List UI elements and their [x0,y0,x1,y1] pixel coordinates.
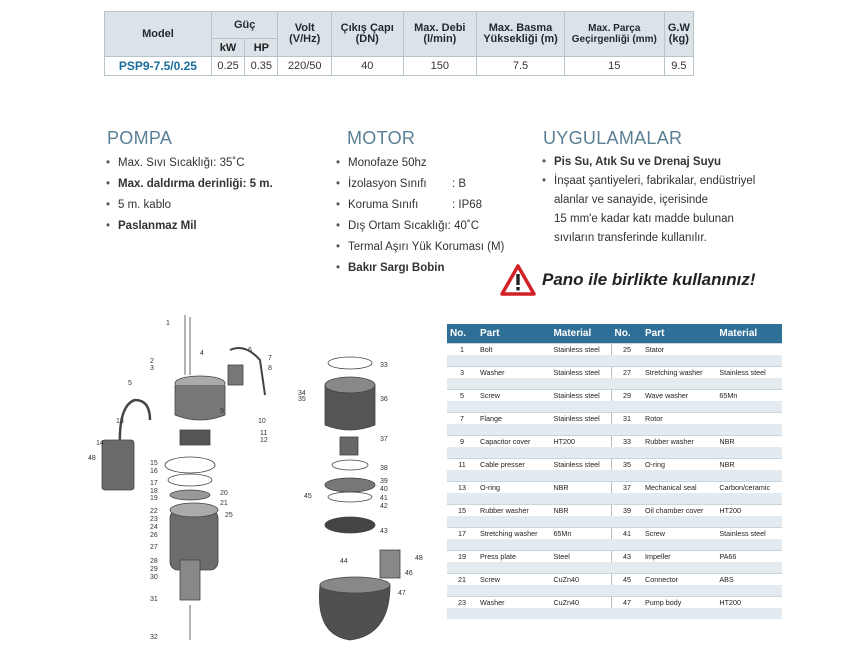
part-material: CuZn40 [550,574,611,586]
spacer-cell [716,401,782,413]
part-number: 35 [612,459,643,471]
part-name: Rubber washer [642,436,716,448]
svg-text:11: 11 [260,430,268,437]
part-number: 15 [447,505,477,517]
table-row [447,597,782,609]
svg-text:6: 6 [248,347,252,354]
part-material: Steel [550,551,611,563]
part-name: Stator [642,344,716,356]
spec-header-weight: G.W (kg) [664,12,693,57]
svg-text:8: 8 [268,365,272,372]
app-title: UYGULAMALAR [543,128,683,148]
svg-text:48: 48 [88,455,96,462]
part-name: O-ring [642,459,716,471]
spacer-cell [716,493,782,505]
svg-text:25: 25 [225,512,233,519]
spacer-cell [477,562,550,574]
spacer-cell [550,470,611,482]
spec-header-outlet: Çıkış Çapı (DN) [331,12,403,57]
row-spacer [447,539,782,551]
part-material: Stainless steel [550,367,611,379]
row-spacer [447,516,782,528]
spacer-cell [642,424,716,436]
spacer-cell [477,378,550,390]
part-name: Bolt [477,344,550,356]
list-item: • Koruma Sınıfı : IP68 [336,195,504,216]
part-material: PA66 [716,551,782,563]
svg-text:1: 1 [166,320,170,327]
spacer-cell [716,608,782,619]
row-spacer [447,378,782,390]
spacer-cell [447,424,477,436]
svg-text:27: 27 [150,544,158,551]
part-name: Cable presser [477,459,550,471]
spec-outlet: 40 [331,57,403,76]
spacer-cell [447,447,477,459]
part-name: Connector [642,574,716,586]
spacer-cell [716,539,782,551]
spec-header-hp: HP [245,39,278,57]
part-number: 19 [447,551,477,563]
spacer-cell [477,401,550,413]
spacer-cell [612,355,643,367]
spacer-cell [477,608,550,619]
svg-text:2: 2 [150,358,154,365]
svg-text:15: 15 [150,460,158,467]
spacer-cell [550,539,611,551]
svg-text:47: 47 [398,590,406,597]
part-number: 31 [612,413,643,425]
part-material: NBR [716,459,782,471]
spec-kw: 0.25 [211,57,244,76]
part-number: 13 [447,482,477,494]
part-name: Oil chamber cover [642,505,716,517]
spec-flow: 150 [403,57,477,76]
part-material: ABS [716,574,782,586]
spec-model: PSP9-7.5/0.25 [105,57,212,76]
part-name: Screw [642,528,716,540]
svg-text:38: 38 [380,465,388,472]
spacer-cell [612,470,643,482]
part-material: Stainless steel [550,344,611,356]
svg-text:48: 48 [415,555,423,562]
svg-text:39: 39 [380,478,388,485]
svg-text:29: 29 [150,566,158,573]
part-name: Wave washer [642,390,716,402]
row-spacer [447,424,782,436]
table-row [447,505,782,517]
part-number: 9 [447,436,477,448]
spec-header-power: Güç [211,12,278,39]
spacer-cell [447,539,477,551]
part-name: Washer [477,597,550,609]
part-material: NBR [550,505,611,517]
list-item: • İnşaat şantiyeleri, fabrikalar, endüstriyel [542,172,755,191]
list-item: • Bakır Sargı Bobin [336,258,504,279]
spacer-cell [716,562,782,574]
part-name: Rubber washer [477,505,550,517]
part-number: 43 [612,551,643,563]
part-material: 65Mn [716,390,782,402]
spacer-cell [612,378,643,390]
spacer-cell [642,516,716,528]
part-material: HT200 [550,436,611,448]
list-item: • Pis Su, Atık Su ve Drenaj Suyu [542,153,755,172]
svg-text:3: 3 [150,365,154,372]
spacer-cell [477,355,550,367]
svg-text:10: 10 [258,418,266,425]
spacer-cell [716,470,782,482]
spacer-cell [550,493,611,505]
svg-text:42: 42 [380,503,388,510]
svg-text:5: 5 [128,380,132,387]
table-row [447,574,782,586]
part-material: Stainless steel [716,367,782,379]
row-spacer [447,401,782,413]
table-row [447,344,782,356]
row-spacer [447,355,782,367]
parts-header-part: Part [642,324,716,344]
part-material [716,413,782,425]
part-name: Stretching washer [477,528,550,540]
part-material [716,344,782,356]
svg-text:4: 4 [200,350,204,357]
part-name: Pump body [642,597,716,609]
svg-text:17: 17 [150,480,158,487]
warning-banner [500,264,756,296]
spacer-cell [477,470,550,482]
spacer-cell [612,493,643,505]
spacer-cell [477,585,550,597]
svg-text:41: 41 [380,495,388,502]
part-name: Rotor [642,413,716,425]
part-number: 41 [612,528,643,540]
svg-text:7: 7 [268,355,272,362]
spec-weight: 9.5 [664,57,693,76]
part-name: Impeller [642,551,716,563]
svg-text:30: 30 [150,574,158,581]
part-number: 39 [612,505,643,517]
part-number: 7 [447,413,477,425]
part-name: Stretching washer [642,367,716,379]
spacer-cell [612,424,643,436]
spacer-cell [550,585,611,597]
spacer-cell [612,585,643,597]
spacer-cell [642,378,716,390]
list-item: • Monofaze 50hz [336,153,504,174]
pompa-list [106,153,273,237]
spec-header-particle: Max. Parça Geçirgenliği (mm) [564,12,664,57]
spacer-cell [612,516,643,528]
table-row [447,390,782,402]
spacer-cell [716,585,782,597]
svg-text:35: 35 [298,396,306,403]
spacer-cell [447,516,477,528]
part-material: Stainless steel [550,390,611,402]
spacer-cell [612,608,643,619]
part-name: Washer [477,367,550,379]
warning-triangle-icon [500,264,536,296]
spacer-cell [642,355,716,367]
table-row [447,482,782,494]
part-name: Capacitor cover [477,436,550,448]
part-material: HT200 [716,597,782,609]
part-material: NBR [716,436,782,448]
parts-header-part: Part [477,324,550,344]
spec-volt: 220/50 [278,57,331,76]
app-list [542,153,755,248]
part-number: 23 [447,597,477,609]
svg-text:18: 18 [150,488,158,495]
part-number: 21 [447,574,477,586]
spacer-cell [716,447,782,459]
svg-text:20: 20 [220,490,228,497]
spacer-cell [612,401,643,413]
spacer-cell [716,378,782,390]
part-number: 37 [612,482,643,494]
spacer-cell [550,401,611,413]
list-item: sıvıların transferinde kullanılır. [554,232,707,244]
svg-text:31: 31 [150,596,158,603]
spacer-cell [447,470,477,482]
spacer-cell [716,424,782,436]
part-number: 5 [447,390,477,402]
pompa-title: POMPA [107,128,173,148]
spacer-cell [447,378,477,390]
spacer-cell [477,516,550,528]
parts-header-no: No. [612,324,643,344]
motor-title: MOTOR [347,128,416,148]
spacer-cell [642,585,716,597]
spacer-cell [716,516,782,528]
svg-text:23: 23 [150,516,158,523]
part-number: 33 [612,436,643,448]
spacer-cell [447,493,477,505]
spec-header-volt: Volt (V/Hz) [278,12,331,57]
spacer-cell [447,585,477,597]
part-material: Carbon/ceramic [716,482,782,494]
parts-header-row [447,324,782,344]
svg-text:22: 22 [150,508,158,515]
svg-text:12: 12 [260,437,268,444]
warning-text: Pano ile birlikte kullanınız! [542,270,756,289]
svg-text:14: 14 [96,440,104,447]
list-item: • Termal Aşırı Yük Koruması (M) [336,237,504,258]
part-number: 1 [447,344,477,356]
part-name: Mechanical seal [642,482,716,494]
spacer-cell [642,447,716,459]
svg-text:44: 44 [340,558,348,565]
spacer-cell [550,562,611,574]
spec-header-head: Max. Basma Yüksekliği (m) [477,12,565,57]
part-number: 45 [612,574,643,586]
spacer-cell [447,562,477,574]
svg-text:24: 24 [150,524,158,531]
part-number: 11 [447,459,477,471]
spacer-cell [447,355,477,367]
part-material: CuZn40 [550,597,611,609]
svg-text:33: 33 [380,362,388,369]
part-name: Flange [477,413,550,425]
part-material: Stainless steel [550,413,611,425]
spacer-cell [550,378,611,390]
list-item: • Max. Sıvı Sıcaklığı: 35˚C [106,153,273,174]
list-item: • İzolasyon Sınıfı : B [336,174,504,195]
list-item: • 5 m. kablo [106,195,273,216]
spec-header-kw: kW [211,39,244,57]
table-row [447,528,782,540]
spec-header-model: Model [105,12,212,57]
part-material: NBR [550,482,611,494]
spacer-cell [477,493,550,505]
svg-text:21: 21 [220,500,228,507]
spacer-cell [550,424,611,436]
part-material: HT200 [716,505,782,517]
list-item: • Paslanmaz Mil [106,216,273,237]
part-material: 65Mn [550,528,611,540]
part-material: Stainless steel [550,459,611,471]
part-number: 25 [612,344,643,356]
spacer-cell [477,539,550,551]
row-spacer [447,562,782,574]
spacer-cell [477,424,550,436]
spacer-cell [447,401,477,413]
spacer-cell [642,608,716,619]
spacer-cell [716,355,782,367]
row-spacer [447,585,782,597]
motor-list [336,153,504,279]
svg-text:43: 43 [380,528,388,535]
part-name: O-ring [477,482,550,494]
svg-text:32: 32 [150,634,158,641]
svg-text:36: 36 [380,396,388,403]
svg-text:19: 19 [150,495,158,502]
svg-text:16: 16 [150,468,158,475]
parts-header-no: No. [447,324,477,344]
part-number: 17 [447,528,477,540]
parts-header-material: Material [550,324,611,344]
spacer-cell [550,608,611,619]
spacer-cell [642,539,716,551]
svg-text:37: 37 [380,436,388,443]
list-item: alanlar ve sanayide, içerisinde [554,194,709,206]
row-spacer [447,493,782,505]
spacer-cell [550,355,611,367]
part-number: 27 [612,367,643,379]
part-name: Screw [477,574,550,586]
svg-text:45: 45 [304,493,312,500]
list-item: • Dış Ortam Sıcaklığı: 40˚C [336,216,504,237]
row-spacer [447,447,782,459]
parts-table [447,324,782,619]
spec-head: 7.5 [477,57,565,76]
part-number: 29 [612,390,643,402]
spacer-cell [477,447,550,459]
part-material: Stainless steel [716,528,782,540]
spacer-cell [642,470,716,482]
table-row [447,367,782,379]
part-name: Press plate [477,551,550,563]
list-item: • Max. daldırma derinliği: 5 m. [106,174,273,195]
exploded-pump-diagram [80,305,430,650]
svg-text:9: 9 [220,408,224,415]
table-row [447,459,782,471]
table-row [447,436,782,448]
svg-text:13: 13 [116,418,124,425]
spec-hp: 0.35 [245,57,278,76]
spacer-cell [612,447,643,459]
part-name: Screw [477,390,550,402]
table-row [447,551,782,563]
svg-text:46: 46 [405,570,413,577]
row-spacer [447,470,782,482]
spec-header-flow: Max. Debi (l/min) [403,12,477,57]
spacer-cell [612,562,643,574]
spacer-cell [612,539,643,551]
table-row [447,413,782,425]
svg-text:28: 28 [150,558,158,565]
parts-header-material: Material [716,324,782,344]
spacer-cell [550,516,611,528]
row-spacer [447,608,782,619]
part-number: 3 [447,367,477,379]
svg-text:40: 40 [380,486,388,493]
spec-particle: 15 [564,57,664,76]
spacer-cell [642,562,716,574]
spec-table [104,11,694,76]
spacer-cell [642,493,716,505]
svg-text:34: 34 [298,390,306,397]
part-number: 47 [612,597,643,609]
list-item: 15 mm'e kadar katı madde bulunan [554,213,734,225]
spacer-cell [447,608,477,619]
spacer-cell [550,447,611,459]
spacer-cell [642,401,716,413]
svg-text:26: 26 [150,532,158,539]
